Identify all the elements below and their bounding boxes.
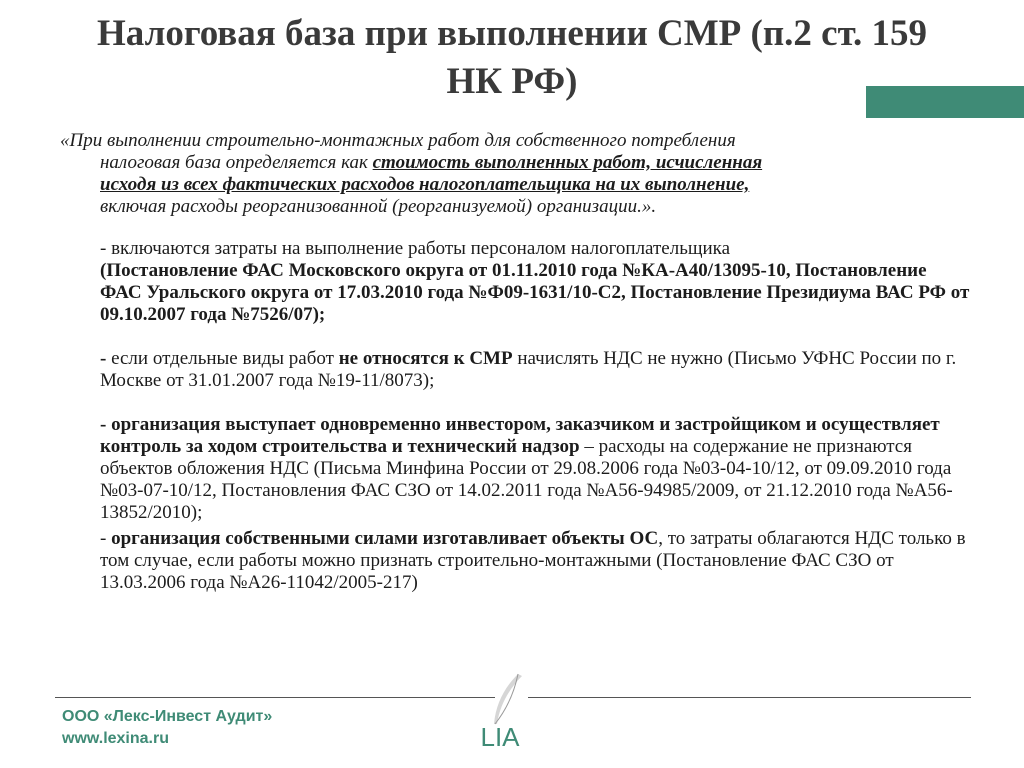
item-investor-developer — [60, 414, 970, 524]
item2-post: начислять НДС не нужно (Письмо УФНС России по г. Москве от 31.01.2007 года №19-11/8073); — [100, 348, 957, 391]
footer-divider-right — [528, 697, 971, 698]
item1-text: - включаются затраты на выполнение работы персоналом налогоплательщика — [100, 238, 731, 259]
quote-line-2-text: налоговая база определяется как — [100, 152, 373, 173]
item4-dash: - — [100, 528, 112, 549]
company-block — [62, 706, 272, 750]
item2-bold: не относятся к СМР — [338, 348, 513, 369]
footer-divider-left — [55, 697, 495, 698]
item-non-smr-works — [60, 348, 970, 392]
item2-pre: если отдельные виды работ — [111, 348, 339, 369]
quote-emphasis-2: исходя из всех фактических расходов налогоплательщика на их выполнение, — [100, 174, 750, 195]
page-title — [40, 10, 984, 106]
logo-text: LIA — [480, 722, 520, 752]
item4-post: , то затраты облагаются НДС только в том случае, если работы можно признать строительно-монтажными (Постановление ФАС СЗО от 13.03.2006 года №А26-11042/2005-217) — [100, 528, 966, 593]
feather-icon — [466, 672, 536, 752]
item-own-fixed-assets — [60, 528, 970, 594]
quote-emphasis-1: стоимость выполненных работ, исчисленная — [372, 152, 763, 173]
accent-bar — [866, 86, 1024, 118]
company-name: ООО «Лекс-Инвест Аудит» — [62, 708, 273, 725]
lia-logo — [466, 672, 536, 752]
quote-line-4: включая расходы реорганизованной (реорганизуемой) организации.». — [100, 196, 657, 217]
slide-content — [60, 130, 970, 594]
item4-bold: организация собственными силами изготавливает объекты ОС — [111, 528, 659, 549]
company-website[interactable]: www.lexina.ru — [62, 730, 169, 747]
quote-body — [60, 152, 970, 218]
item1-references: (Постановление ФАС Московского округа от 01.11.2010 года №КА-А40/13095-10, Постановление ФАС Уральского округа от 17.03.2010 года №Ф09-1631/10-С2, Постановление Президиума ВАС РФ от 09.10.2007 года №7526/07); — [100, 260, 970, 325]
quote-line-1: «При выполнении строительно-монтажных работ для собственного потребления — [60, 130, 736, 151]
item3-post: – расходы на содержание не признаются объектов обложения НДС (Письма Минфина России от 29.08.2006 года №03-04-10/12, от 09.09.2010 года №03-07-10/12, Постановления ФАС СЗО от 14.02.2011 года №А56-94985/2009, от 21.12.2010 года №А56-13852/2010); — [100, 436, 953, 523]
tax-code-quote — [60, 130, 970, 218]
title-line-1: Налоговая база при выполнении СМР (п.2 ст. 159 — [96, 13, 927, 54]
item3-bold: - организация выступает одновременно инвестором, заказчиком и застройщиком и осуществляет контроль за ходом строительства и технический надзор — [100, 414, 940, 457]
item-staff-costs — [60, 238, 970, 326]
item2-dash: - — [100, 348, 112, 369]
title-line-2: НК РФ) — [446, 61, 578, 102]
